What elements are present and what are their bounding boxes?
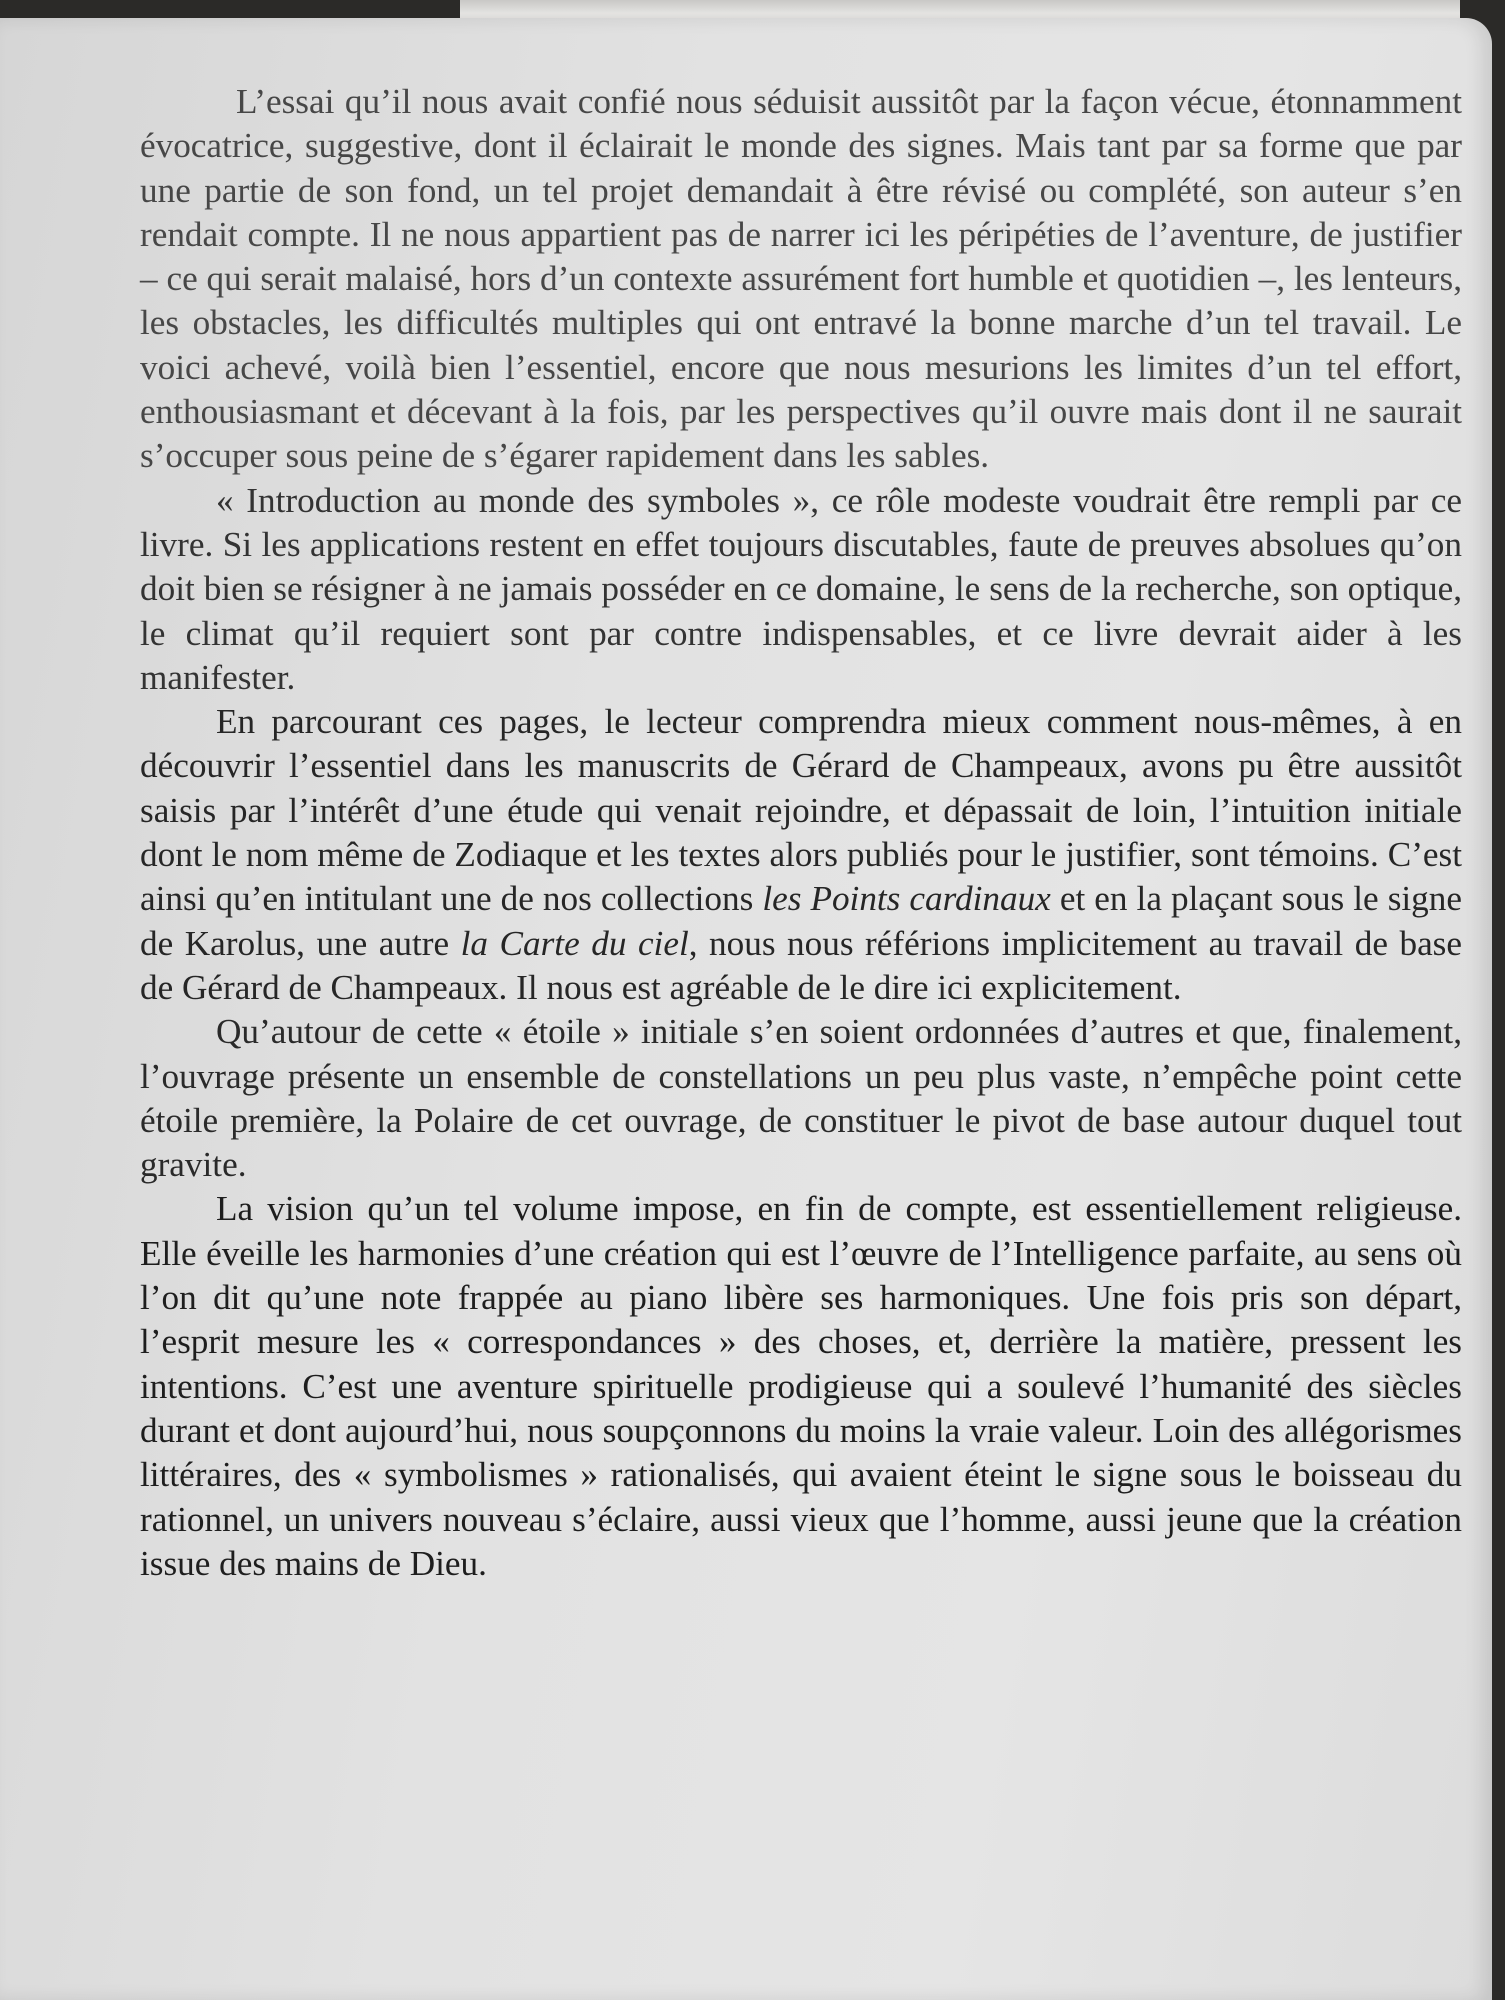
- collection-title-carte-du-ciel: la Carte du ciel: [460, 923, 689, 963]
- paragraph-3-part-3: , nous nous référions implicitement au travail de base de Gérard de Champeaux. Il nous est agréable de le dire ici explicitement.: [140, 923, 1462, 1007]
- paragraph-1: L’essai qu’il nous avait confié nous séduisit aussitôt par la façon vécue, étonnamment évocatrice, suggestive, dont il éclairait le monde des signes. Mais tant par sa forme que par une partie de son fond, un tel projet demandait à être révisé ou complété, son auteur s’en rendait compte. Il ne nous appartient pas de narrer ici les péripéties de l’aventure, de justifier – ce qui serait malaisé, hors d’un contexte assurément fort humble et quotidien –, les lenteurs, les obstacles, les difficultés multiples qui ont entravé la bonne marche d’un tel travail. Le voici achevé, voilà bien l’essentiel, encore que nous mesurions les limites d’un tel effort, enthousiasmant et décevant à la fois, par les perspectives qu’il ouvre mais dont il ne saurait s’occuper sous peine de s’égarer rapidement dans les sables.: [140, 82, 1462, 476]
- body-text: [140, 80, 1462, 1586]
- paragraph-4: Qu’autour de cette « étoile » initiale s’en soient ordonnées d’autres et que, finalement, l’ouvrage présente un ensemble de constellations un peu plus vaste, n’empêche point cette étoile première, la Polaire de cet ouvrage, de constituer le pivot de base autour duquel tout gravite.: [140, 1012, 1462, 1185]
- book-page: [0, 18, 1492, 2000]
- paragraph-3-part-2: et en la plaçant sous le signe de Karolus, une autre: [140, 879, 1462, 963]
- paragraph-3: [140, 700, 1462, 1010]
- paragraph-5: La vision qu’un tel volume impose, en fin de compte, est essentiellement religieuse. Elle éveille les harmonies d’une création qui est l’œuvre de l’Intelligence parfaite, au sens où l’on dit qu’une note frappée au piano libère ses harmoniques. Une fois pris son départ, l’esprit mesure les « correspondances » des choses, et, derrière la matière, pressent les intentions. C’est une aventure spirituelle prodigieuse qui a soulevé l’humanité des siècles durant et dont aujourd’hui, nous soupçonnons du moins la vraie valeur. Loin des allégorismes littéraires, des « symbolismes » rationalisés, qui avaient éteint le signe sous le boisseau du rationnel, un univers nouveau s’éclaire, aussi vieux que l’homme, aussi jeune que la création issue des mains de Dieu.: [140, 1189, 1462, 1583]
- collection-title-points-cardinaux: les Points cardinaux: [762, 879, 1051, 919]
- paragraph-2: « Introduction au monde des symboles », ce rôle modeste voudrait être rempli par ce livre. Si les applications restent en effet toujours discutables, faute de preuves absolues qu’on doit bien se résigner à ne jamais posséder en ce domaine, le sens de la recherche, son optique, le climat qu’il requiert sont par contre indispensables, et ce livre devrait aider à les manifester.: [140, 480, 1462, 697]
- paragraph-3-part-1: En parcourant ces pages, le lecteur comprendra mieux comment nous-mêmes, à en découvrir l’essentiel dans les manuscrits de Gérard de Champeaux, avons pu être aussitôt saisis par l’intérêt d’une étude qui venait rejoindre, et dépassait de loin, l’intuition initiale dont le nom même de Zodiaque et les textes alors publiés pour le justifier, sont témoins. C’est ainsi qu’en intitulant une de nos collections: [140, 702, 1462, 919]
